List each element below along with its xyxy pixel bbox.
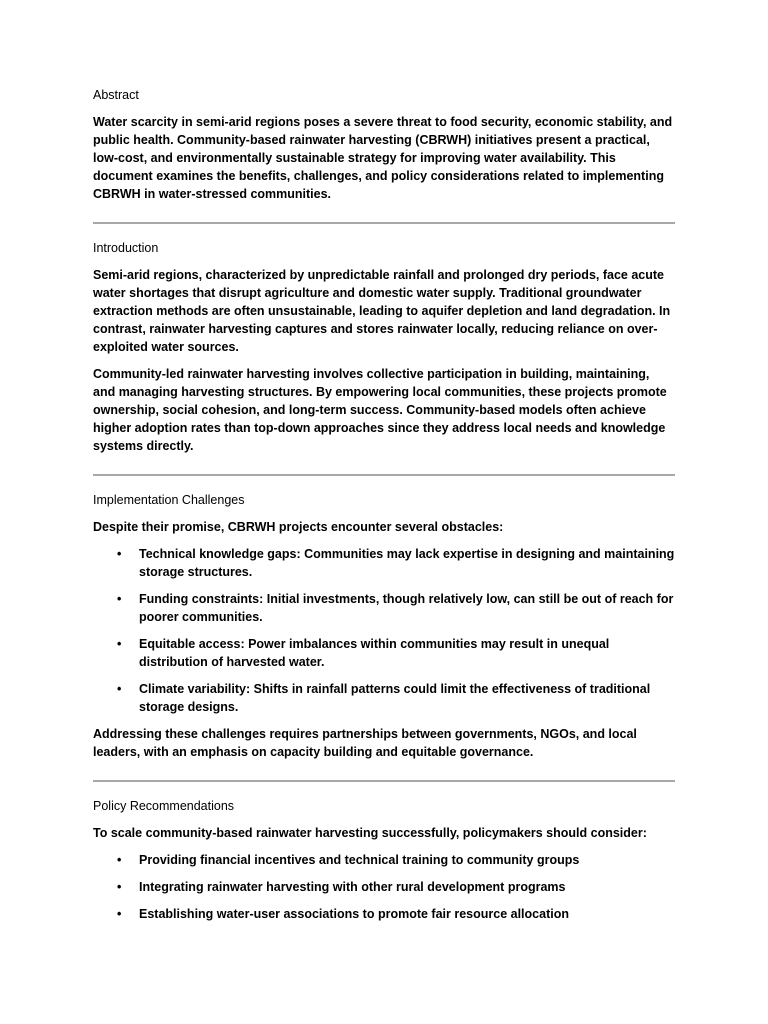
challenges-section: [93, 491, 675, 761]
challenges-intro: Despite their promise, CBRWH projects encounter several obstacles:: [93, 520, 504, 534]
document-page: [93, 86, 675, 932]
list-item: [93, 878, 675, 896]
bullet-icon: •: [117, 592, 122, 606]
challenges-heading: Implementation Challenges: [93, 493, 245, 507]
list-item: [93, 635, 675, 671]
challenges-closing: Addressing these challenges requires partnerships between governments, NGOs, and local leaders, with an emphasis on capacity building and equitable governance.: [93, 727, 637, 759]
abstract-section: [93, 86, 675, 203]
section-divider: [93, 222, 675, 224]
introduction-paragraph-2: Community-led rainwater harvesting involves collective participation in building, maintaining, and managing harvesting structures. By empowering local communities, these projects promote ownership, social cohesion, and long-term success. Community-based models often achieve higher adoption rates than top-down approaches since they address local needs and knowledge systems directly.: [93, 367, 667, 453]
bullet-icon: •: [117, 907, 122, 921]
policy-heading: Policy Recommendations: [93, 799, 235, 813]
list-item-text: Establishing water-user associations to promote fair resource allocation: [139, 907, 569, 921]
list-item: [93, 545, 675, 581]
list-item-text: Integrating rainwater harvesting with other rural development programs: [139, 880, 566, 894]
bullet-icon: •: [117, 682, 122, 696]
policy-section: [93, 797, 675, 923]
bullet-icon: •: [117, 637, 122, 651]
bullet-icon: •: [117, 880, 122, 894]
policy-list: [93, 851, 675, 923]
list-item-text: Climate variability: Shifts in rainfall patterns could limit the effectiveness of traditional storage designs.: [139, 682, 651, 714]
section-divider: [93, 474, 675, 476]
list-item: [93, 905, 675, 923]
bullet-icon: •: [117, 853, 122, 867]
list-item: [93, 851, 675, 869]
list-item-text: Equitable access: Power imbalances within communities may result in unequal distribution of harvested water.: [139, 637, 610, 669]
bullet-icon: •: [117, 547, 122, 561]
list-item: [93, 680, 675, 716]
introduction-section: [93, 239, 675, 455]
introduction-heading: Introduction: [93, 241, 159, 255]
introduction-paragraph-1: Semi-arid regions, characterized by unpredictable rainfall and prolonged dry periods, face acute water shortages that disrupt agriculture and domestic water supply. Traditional groundwater extraction methods are often unsustainable, leading to aquifer depletion and land degradation. In contrast, rainwater harvesting captures and stores rainwater locally, reducing reliance on over-exploited water sources.: [93, 268, 671, 354]
list-item-text: Funding constraints: Initial investments, though relatively low, can still be out of reach for poorer communities.: [139, 592, 674, 624]
abstract-heading: Abstract: [93, 88, 139, 102]
policy-intro: To scale community-based rainwater harvesting successfully, policymakers should consider:: [93, 826, 647, 840]
list-item-text: Providing financial incentives and technical training to community groups: [139, 853, 580, 867]
section-divider: [93, 780, 675, 782]
challenges-list: [93, 545, 675, 716]
list-item-text: Technical knowledge gaps: Communities may lack expertise in designing and maintaining storage structures.: [139, 547, 675, 579]
list-item: [93, 590, 675, 626]
abstract-body: Water scarcity in semi-arid regions poses a severe threat to food security, economic stability, and public health. Community-based rainwater harvesting (CBRWH) initiatives present a practical, low-cost, and environmentally sustainable strategy for improving water availability. This document examines the benefits, challenges, and policy considerations related to implementing CBRWH in water-stressed communities.: [93, 115, 673, 201]
